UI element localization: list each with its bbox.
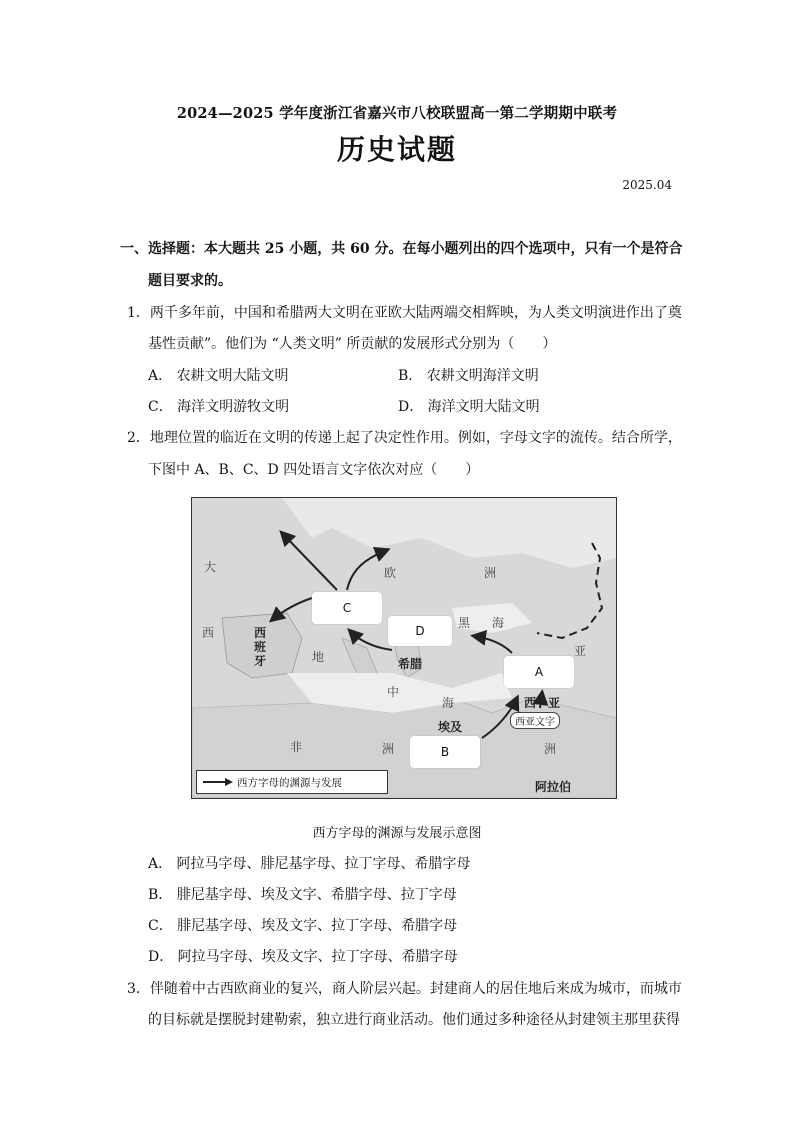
q1-option-a: A． 农耕文明大陆文明	[148, 368, 289, 384]
legend-label: 西方字母的渊源与发展	[237, 776, 342, 789]
map-label-hei: 黑	[458, 616, 471, 630]
map-box-d: D	[388, 616, 452, 646]
map-label-ou: 欧	[384, 566, 397, 580]
q2-option-c: C． 腓尼基字母、埃及文字、拉丁字母、希腊字母	[148, 918, 458, 934]
q2-stem-line1: 2．地理位置的临近在文明的传递上起了决定性作用。例如，字母文字的流传。结合所学，	[127, 430, 682, 446]
map-label-zhong: 中	[387, 685, 400, 699]
q3-stem-line2: 的目标就是摆脱封建勒索，独立进行商业活动。他们通过多种途径从封建领主那里获得	[148, 1012, 680, 1028]
section-heading-line2: 题目要求的。	[148, 273, 232, 289]
map-label-zhou1: 洲	[484, 566, 497, 580]
map-label-fei: 非	[290, 740, 303, 754]
q2-option-b: B． 腓尼基字母、埃及文字、希腊字母、拉丁字母	[148, 887, 457, 903]
exam-subtitle: 2024—2025 学年度浙江省嘉兴市八校联盟高一第二学期期中联考	[176, 105, 618, 122]
map-label-greece: 希腊	[398, 657, 423, 671]
map-label-zhou3: 洲	[544, 742, 557, 756]
map-box-a: A	[504, 656, 574, 688]
map-label-west-asia: 西 亚	[524, 696, 561, 710]
q2-option-a: A． 阿拉马字母、腓尼基字母、拉丁字母、希腊字母	[148, 856, 471, 872]
map-label-ya1: 亚	[574, 644, 587, 658]
map-box-b: B	[410, 736, 480, 768]
legend-arrow-icon	[203, 777, 233, 787]
alphabet-map	[191, 497, 617, 799]
map-caption: 西方字母的渊源与发展示意图	[312, 826, 482, 841]
map-legend	[196, 770, 388, 794]
q1-stem-line2: 基性贡献”。他们为 “人类文明” 所贡献的发展形式分别为（ ）	[148, 336, 557, 352]
exam-title: 历史试题	[336, 133, 457, 166]
map-label-egypt: 埃及	[438, 720, 463, 734]
q1-option-c: C． 海洋文明游牧文明	[148, 399, 290, 415]
map-label-spain: 西 班 牙	[254, 626, 267, 668]
exam-date: 2025.04	[622, 178, 672, 192]
map-tag-west-asian-script: 西亚文字	[510, 712, 560, 729]
map-label-arabia: 阿拉伯	[535, 780, 572, 794]
map-label-zhou2: 洲	[382, 742, 395, 756]
q2-stem-line2: 下图中 A、B、C、D 四处语言文字依次对应（ ）	[148, 462, 480, 478]
section-heading-line1: 一、选择题：本大题共 25 小题，共 60 分。在每小题列出的四个选项中，只有一个是符合	[120, 241, 683, 257]
map-label-hai1: 海	[492, 616, 505, 630]
q1-option-b: B． 农耕文明海洋文明	[398, 368, 539, 384]
q3-stem-line1: 3．伴随着中古西欧商业的复兴，商人阶层兴起。封建商人的居住地后来成为城市，而城市	[127, 981, 682, 997]
q1-option-d: D． 海洋文明大陆文明	[398, 399, 540, 415]
map-label-di: 地	[312, 650, 325, 664]
map-label-xi1: 西	[202, 626, 215, 640]
map-box-c: C	[312, 592, 382, 624]
map-label-da: 大	[204, 560, 217, 574]
q1-stem-line1: 1．两千多年前，中国和希腊两大文明在亚欧大陆两端交相辉映，为人类文明演进作出了奠	[127, 305, 682, 321]
map-label-hai2: 海	[442, 696, 455, 710]
q2-option-d: D． 阿拉马字母、埃及文字、拉丁字母、希腊字母	[148, 949, 458, 965]
